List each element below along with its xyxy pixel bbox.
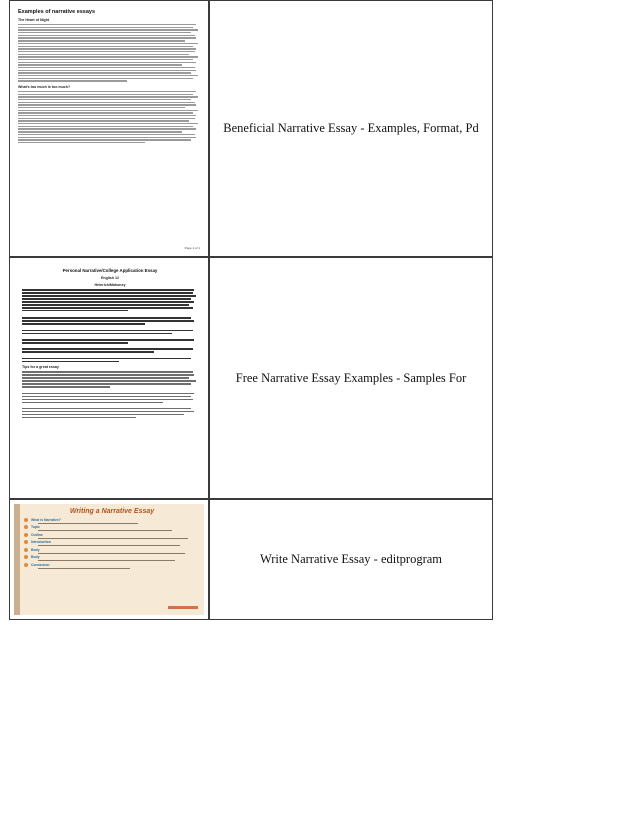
result-caption-3[interactable] xyxy=(209,499,493,620)
preview-title: Examples of narrative essays xyxy=(18,9,96,15)
step-label: Outline xyxy=(31,532,43,537)
caption-text[interactable]: Write Narrative Essay - editprogram xyxy=(259,552,443,566)
result-caption-2[interactable] xyxy=(209,257,493,499)
preview-line-course: English 12 xyxy=(101,276,119,280)
result-thumbnail-1[interactable] xyxy=(9,0,209,257)
essay-page-preview xyxy=(18,9,200,250)
result-caption-1[interactable] xyxy=(209,0,493,257)
result-thumbnail-2[interactable] xyxy=(9,257,209,499)
infographic-step xyxy=(24,555,198,561)
infographic-title: Writing a Narrative Essay xyxy=(69,508,155,515)
step-label: Topic xyxy=(31,525,40,530)
preview-text-block-2 xyxy=(18,91,200,143)
step-label: Body xyxy=(31,555,40,560)
decorative-ribbon xyxy=(168,606,198,609)
preview-subtitle: The Heart of Night xyxy=(18,18,50,22)
caption-text[interactable]: Free Narrative Essay Examples - Samples For xyxy=(235,370,467,385)
caption-text[interactable]: Beneficial Narrative Essay - Examples, Format, Pd xyxy=(223,121,479,135)
infographic-step xyxy=(24,563,198,569)
infographic-step xyxy=(24,548,198,554)
preview-page-number: Page 1 of 1 xyxy=(184,246,200,250)
step-label: Introduction xyxy=(31,540,51,545)
preview-heading: What's too much is too much? xyxy=(18,84,71,89)
infographic-step xyxy=(24,540,198,546)
preview-text-block xyxy=(18,24,200,82)
infographic-preview xyxy=(14,504,204,615)
essay-page-preview xyxy=(22,268,198,492)
infographic-step xyxy=(24,533,198,539)
preview-heading: Tips for a great essay xyxy=(22,365,59,370)
preview-line-teacher: Heinrich/Mahoney xyxy=(94,283,126,287)
step-label: Conclusion xyxy=(31,562,50,567)
preview-text-block xyxy=(22,289,198,311)
step-label: What is Narrative? xyxy=(31,518,61,522)
result-thumbnail-3[interactable] xyxy=(9,499,209,620)
infographic-step xyxy=(24,525,198,531)
infographic-step xyxy=(24,518,198,524)
preview-footer xyxy=(18,246,200,250)
step-label: Body xyxy=(31,547,40,552)
preview-prompts xyxy=(22,317,198,362)
preview-tips xyxy=(22,371,198,418)
preview-title: Personal Narrative/College Application Essay xyxy=(62,268,158,273)
